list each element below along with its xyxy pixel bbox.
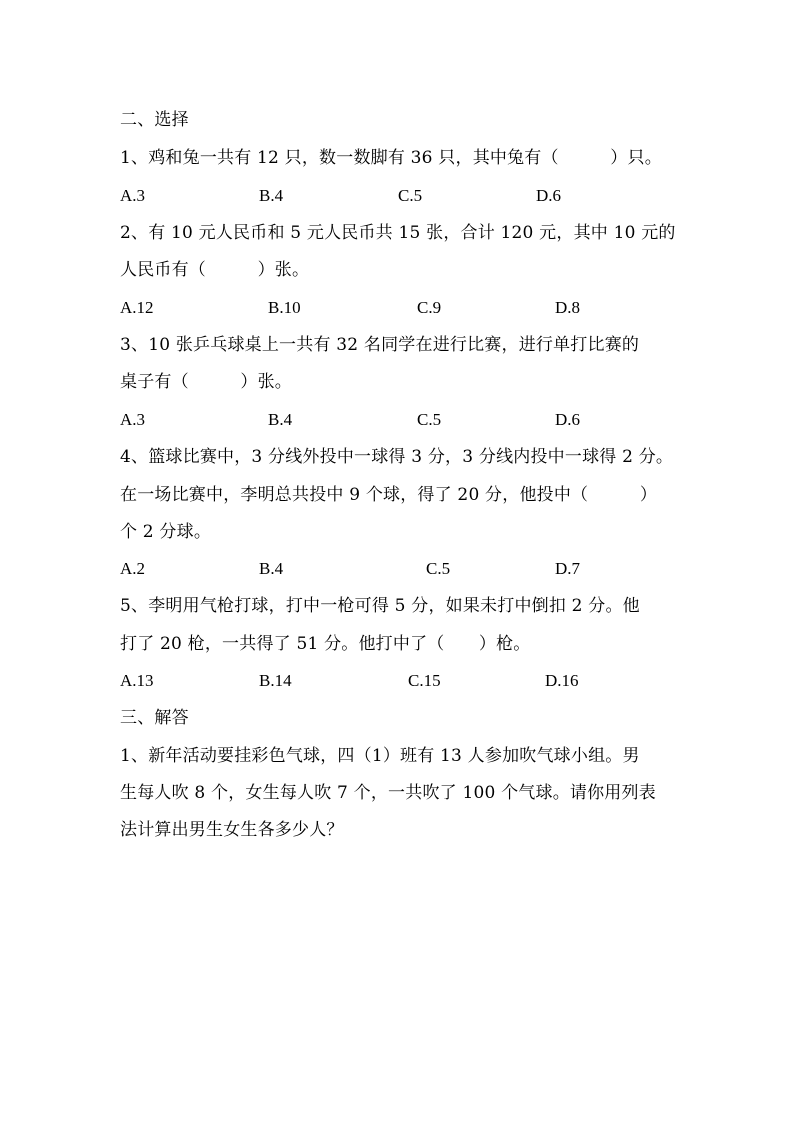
question-3-line-1: 3、10 张乒乓球桌上一共有 32 名同学在进行比赛，进行单打比赛的 — [120, 335, 640, 355]
question-2-option-a: A.12 — [120, 298, 154, 317]
question-3-line-2: 桌子有（ ）张。 — [120, 372, 292, 392]
question-3-option-a: A.3 — [120, 410, 146, 429]
question-2-option-c: C.9 — [417, 298, 442, 317]
section-heading-choice: 二、选择 — [120, 110, 189, 130]
question-4-line-2: 在一场比赛中，李明总共投中 9 个球，得了 20 分，他投中（ ） — [120, 485, 658, 505]
question-4-option-b: B.4 — [259, 559, 284, 578]
question-1-line-1: 1、鸡和兔一共有 12 只，数一数脚有 36 只，其中兔有（ ）只。 — [120, 148, 662, 168]
question-4-line-1: 4、篮球比赛中，3 分线外投中一球得 3 分，3 分线内投中一球得 2 分。 — [120, 447, 674, 467]
question-1-option-b: B.4 — [259, 186, 284, 205]
question-4-option-c: C.5 — [426, 559, 451, 578]
question-5-option-a: A.13 — [120, 671, 154, 690]
question-1-option-c: C.5 — [398, 186, 423, 205]
problem-1-line-2: 生每人吹 8 个，女生每人吹 7 个，一共吹了 100 个气球。请你用列表 — [120, 783, 656, 803]
question-4-line-3: 个 2 分球。 — [120, 522, 212, 542]
question-4-option-d: D.7 — [555, 559, 581, 578]
question-5-line-2: 打了 20 枪，一共得了 51 分。他打中了（ ）枪。 — [120, 634, 531, 654]
question-3-option-b: B.4 — [268, 410, 293, 429]
question-5-line-1: 5、李明用气枪打球，打中一枪可得 5 分，如果未打中倒扣 2 分。他 — [120, 596, 640, 616]
section-heading-answer: 三、解答 — [120, 708, 189, 728]
question-3-option-c: C.5 — [417, 410, 442, 429]
problem-1-line-1: 1、新年活动要挂彩色气球，四（1）班有 13 人参加吹气球小组。男 — [120, 746, 640, 766]
question-2-line-2: 人民币有（ ）张。 — [120, 260, 310, 280]
question-1-option-a: A.3 — [120, 186, 146, 205]
problem-1-line-3: 法计算出男生女生各多少人？ — [120, 820, 344, 840]
question-5-option-c: C.15 — [408, 671, 441, 690]
question-4-option-a: A.2 — [120, 559, 146, 578]
question-5-option-d: D.16 — [545, 671, 579, 690]
question-1-option-d: D.6 — [536, 186, 562, 205]
question-2-option-b: B.10 — [268, 298, 301, 317]
question-3-option-d: D.6 — [555, 410, 581, 429]
question-2-option-d: D.8 — [555, 298, 581, 317]
question-2-line-1: 2、有 10 元人民币和 5 元人民币共 15 张，合计 120 元，其中 10 元的 — [120, 223, 676, 243]
question-5-option-b: B.14 — [259, 671, 292, 690]
